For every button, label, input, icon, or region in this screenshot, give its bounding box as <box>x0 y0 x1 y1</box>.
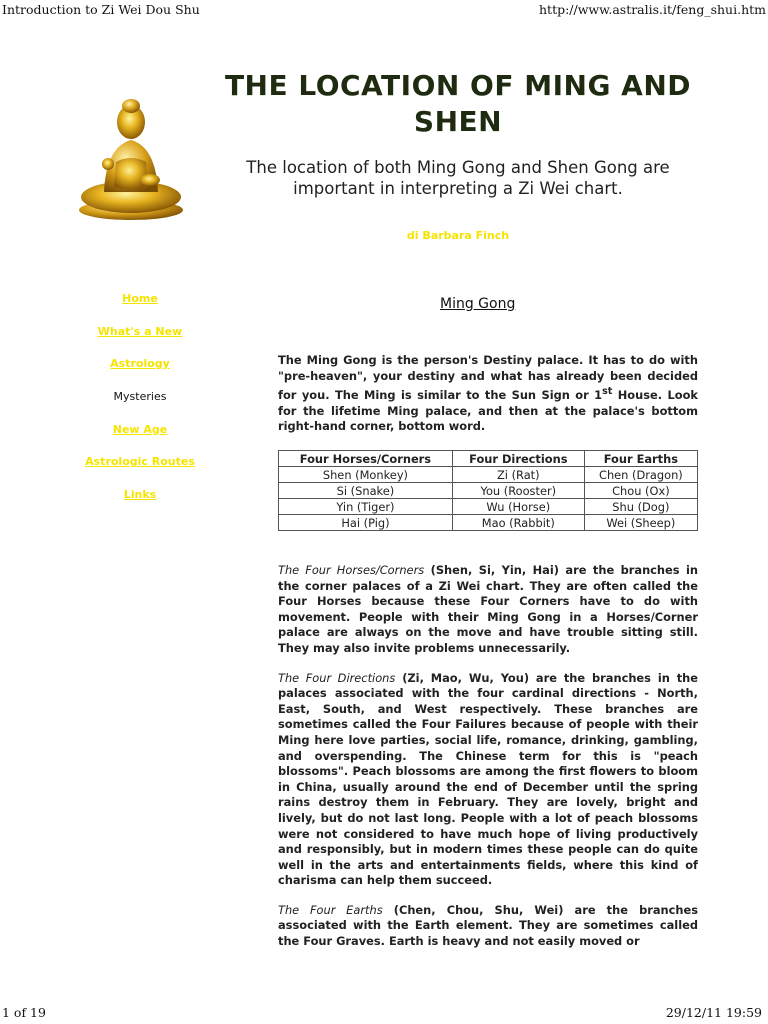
table-row <box>279 499 698 515</box>
page-subtitle: The location of both Ming Gong and Shen Gong are important in interpreting a Zi Wei chart. <box>246 158 670 198</box>
body-text <box>278 563 698 964</box>
browser-url: http://www.astralis.it/feng_shui.htm <box>539 2 766 17</box>
page-counter: 1 of 19 <box>2 1005 46 1020</box>
intro-paragraph <box>278 353 698 449</box>
term-four-horses: The Four Horses/Corners <box>278 563 425 577</box>
intro-superscript: st <box>602 386 613 398</box>
paragraph-four-directions: The Four Directions (Zi, Mao, Wu, You) are the branches in the palaces associated with the four cardinal directions - North, East, South, and West respectively. These branches are sometimes called the Four Failures because of people with their Ming here love parties, social life, romance, drinking, gambling, and overspending. The Chinese term for this is "peach blossoms". Peach blossoms are among the first flowers to bloom in China, usually around the end of December until the spring rains destroy them in February. They are lovely, bright and lively, but do not last long. People with a lot of peach blossoms were not considered to have much hope of living productively and responsibly, but in modern times these people can do quite well in the arts and entertainments fields, where this kind of charisma can help them succeed. <box>278 670 698 888</box>
nav-link-whats-new[interactable]: What's a New <box>97 324 183 338</box>
table-row <box>279 467 698 483</box>
nav-link-links[interactable]: Links <box>123 488 157 502</box>
table-cell: Si (Snake) <box>279 483 453 499</box>
nav-item-mysteries-current: Mysteries <box>113 390 167 404</box>
sidebar-nav <box>60 292 220 521</box>
browser-page-title: Introduction to Zi Wei Dou Shu <box>2 2 200 17</box>
term-four-directions: The Four Directions <box>278 670 396 685</box>
table-cell: Yin (Tiger) <box>279 499 453 515</box>
table-cell: Chen (Dragon) <box>584 467 697 483</box>
term-four-earths: The Four Earths <box>278 902 383 917</box>
table-cell: Wu (Horse) <box>452 499 584 515</box>
intro-text-b: House. Look for the lifetime Ming palace, and then at the palace's bottom right-hand corner, bottom word. <box>278 387 698 434</box>
table-header-row <box>279 451 698 467</box>
column-header: Four Earths <box>584 451 697 467</box>
column-header: Four Directions <box>452 451 584 467</box>
page-title: THE LOCATION OF MING AND SHEN <box>224 69 692 138</box>
table-cell: Shu (Dog) <box>584 499 697 515</box>
author-byline: di Barbara Finch <box>406 229 510 242</box>
nav-link-astrology[interactable]: Astrology <box>110 357 170 371</box>
nav-link-astrologic-routes[interactable]: Astrologic Routes <box>85 455 195 469</box>
paragraph-four-earths: The Four Earths (Chen, Chou, Shu, Wei) are the branches associated with the Earth element. They are sometimes called the Four Graves. Earth is heavy and not easily moved or <box>278 902 698 949</box>
nav-link-home[interactable]: Home <box>122 292 158 305</box>
table-row <box>279 515 698 531</box>
nav-link-new-age[interactable]: New Age <box>112 422 168 436</box>
table-cell: You (Rooster) <box>452 483 584 499</box>
branches-table <box>278 450 698 531</box>
table-cell: Hai (Pig) <box>279 515 453 531</box>
column-header: Four Horses/Corners <box>279 451 453 467</box>
intro-text-a: The Ming Gong is the person's Destiny palace. It has to do with "pre-heaven", your destiny and what has already been decided for you. The Ming is similar to the Sun Sign or 1 <box>278 353 698 402</box>
buddha-figure-icon <box>76 92 186 222</box>
table-cell: Shen (Monkey) <box>279 467 453 483</box>
paragraph-four-horses: The Four Horses/Corners (Shen, Si, Yin, Hai) are the branches in the corner palaces of a Zi Wei chart. They are often called the Four Horses because these Four Corners have to do with movement. People with their Ming Gong in a Horses/Corner palace are always on the move and have trouble sitting still. They may also invite problems unnecessarily. <box>278 563 699 655</box>
print-datetime: 29/12/11 19:59 <box>665 1005 762 1020</box>
table-cell: Wei (Sheep) <box>584 515 697 531</box>
section-heading: Ming Gong <box>440 296 516 312</box>
table-cell: Zi (Rat) <box>452 467 584 483</box>
table-cell: Mao (Rabbit) <box>452 515 584 531</box>
table-row <box>279 483 698 499</box>
table-cell: Chou (Ox) <box>584 483 697 499</box>
